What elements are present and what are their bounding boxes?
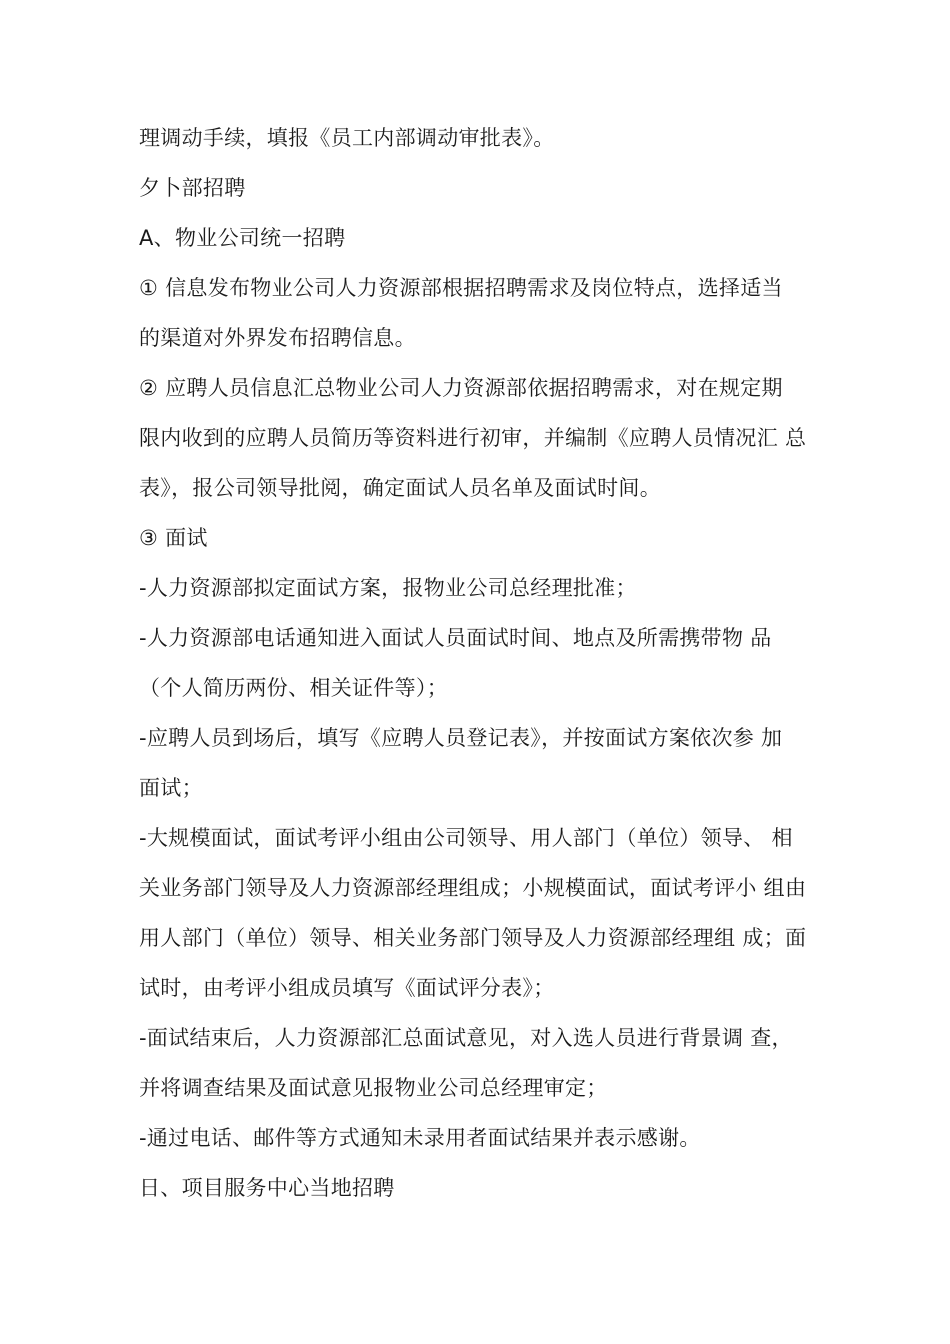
section-heading-external-recruitment: 夕卜部招聘 bbox=[139, 176, 246, 200]
text-line: ③ 面试 bbox=[139, 526, 208, 550]
text-line: 限内收到的应聘人员简历等资料进行初审，并编制《应聘人员情况汇 总 bbox=[139, 426, 807, 450]
text-line: 面试； bbox=[139, 776, 203, 800]
text-line: ② 应聘人员信息汇总物业公司人力资源部依据招聘需求，对在规定期 bbox=[139, 376, 783, 400]
text-line: 试时，由考评小组成员填写《面试评分表》； bbox=[139, 976, 555, 1000]
text-line: 理调动手续，填报《员工内部调动审批表》。 bbox=[139, 126, 555, 150]
text-line: 并将调查结果及面试意见报物业公司总经理审定； bbox=[139, 1076, 608, 1100]
text-line: 表》，报公司领导批阅，确定面试人员名单及面试时间。 bbox=[139, 476, 661, 500]
text-line: -应聘人员到场后，填写《应聘人员登记表》，并按面试方案依次参 加 bbox=[139, 726, 783, 750]
text-line: 关业务部门领导及人力资源部经理组成；小规模面试，面试考评小 组由 bbox=[139, 876, 807, 900]
subsection-heading-a: A、物业公司统一招聘 bbox=[139, 226, 346, 250]
text-line: （个人简历两份、相关证件等）； bbox=[139, 676, 448, 700]
text-line: 的渠道对外界发布招聘信息。 bbox=[139, 326, 416, 350]
text-line: ① 信息发布物业公司人力资源部根据招聘需求及岗位特点，选择适当 bbox=[139, 276, 783, 300]
text-line: -大规模面试，面试考评小组由公司领导、用人部门（单位）领导、 相 bbox=[139, 826, 793, 850]
subsection-heading-b: 日、项目服务中心当地招聘 bbox=[139, 1176, 395, 1200]
text-line: -人力资源部电话通知进入面试人员面试时间、地点及所需携带物 品 bbox=[139, 626, 772, 650]
text-line: 用人部门（单位）领导、相关业务部门领导及人力资源部经理组 成；面 bbox=[139, 926, 807, 950]
text-line: -面试结束后，人力资源部汇总面试意见，对入选人员进行背景调 查， bbox=[139, 1026, 793, 1050]
text-line: -通过电话、邮件等方式通知未录用者面试结果并表示感谢。 bbox=[139, 1126, 701, 1150]
text-line: -人力资源部拟定面试方案，报物业公司总经理批准； bbox=[139, 576, 637, 600]
